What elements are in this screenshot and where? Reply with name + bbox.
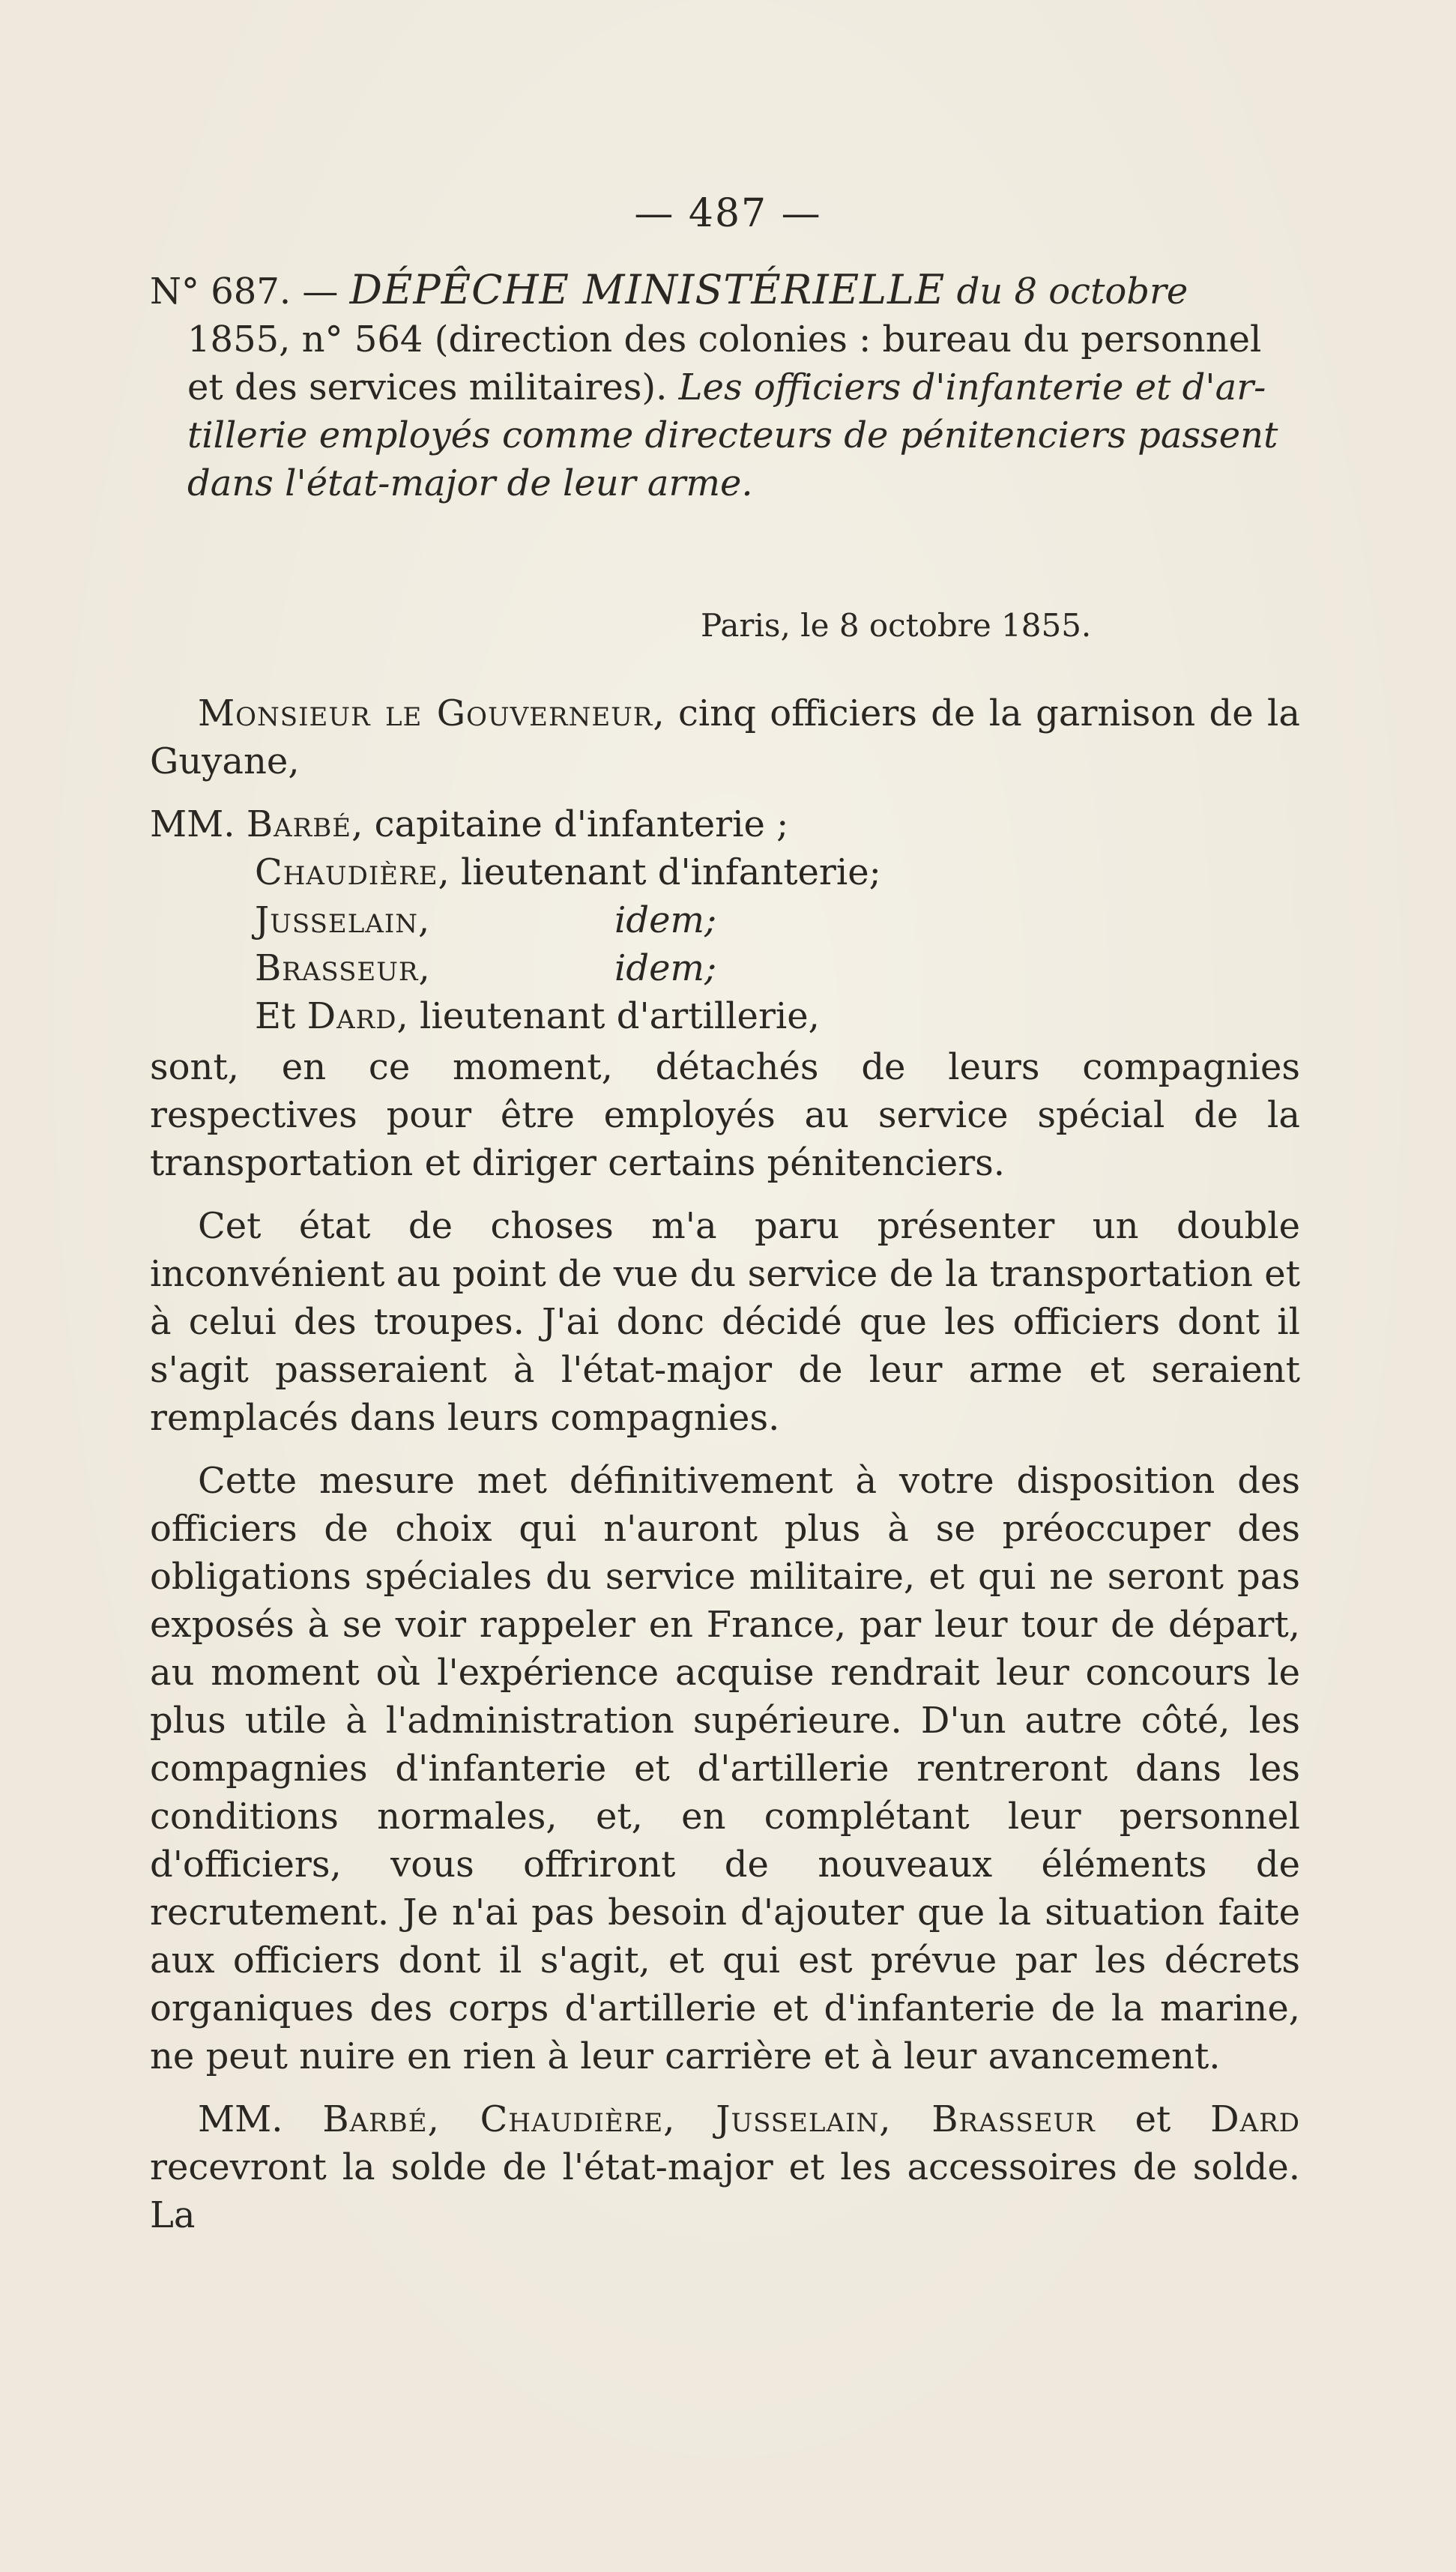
officer-row: Et Dard , lieutenant d'artillerie, (255, 995, 820, 1037)
paragraph-2: Cet état de choses m'a paru présenter un double inconvénient au point de vue du service de la transportation et à celui des troupes. J'ai donc décidé que les officiers dont il s'agit passeraient à l'état-major de leur arme et seraient remplacés dans leurs compagnies. (150, 1205, 1300, 1439)
heading-line-3: et des services militaires). Les officiers d'infanterie et d'ar- (187, 366, 1266, 408)
letter-body (150, 689, 1300, 2254)
dispatch-title: DÉPÊCHE MINISTÉRIELLE (349, 266, 946, 313)
page-number: — 487 — (634, 191, 822, 236)
salutation: Monsieur le Gouverneur, cinq officiers de la garnison de la Guyane, (150, 692, 1300, 782)
officer-list (150, 800, 1300, 1040)
officer-row: Chaudière , lieutenant d'infanterie; (255, 851, 881, 893)
officer-row: MM. Barbé , capitaine d'infanterie ; (150, 803, 789, 845)
heading-line-4: tillerie employés comme directeurs de pénitenciers passent (187, 414, 1278, 456)
heading-line-2: 1855, n° 564 (direction des colonies : bureau du personnel (187, 319, 1262, 360)
heading-line-1: N° 687. — DÉPÊCHE MINISTÉRIELLE du 8 octobre (150, 266, 1188, 313)
dispatch-number: N° 687. (150, 271, 291, 313)
paragraph-1: sont, en ce moment, détachés de leurs compagnies respectives pour être employés au service spécial de la transportation et diriger certains pénitenciers. (150, 1046, 1300, 1184)
dispatch-date: 8 octobre (1014, 271, 1188, 313)
dateline: Paris, le 8 octobre 1855. (701, 607, 1092, 644)
heading-line-5: dans l'état-major de leur arme. (187, 462, 753, 504)
officer-row: Brasseur, idem; (255, 947, 717, 989)
officer-row: Jusselain, idem; (255, 899, 717, 941)
paragraph-4: MM. Barbé, Chaudière, Jusselain, Brasseur et Dard recevront la solde de l'état-major et les accessoires de solde. La (150, 2098, 1300, 2236)
dispatch-heading (150, 266, 1300, 507)
paragraph-3: Cette mesure met définitivement à votre disposition des officiers de choix qui n'auront plus à se préoccuper des obligations spéciales du service militaire, et qui ne seront pas exposés à se voir rappeler en France, par leur tour de départ, au moment où l'expérience acquise rendrait leur concours le plus utile à l'administration supérieure. D'un autre côté, les compagnies d'infanterie et d'artillerie rentreront dans les conditions normales, et, en complétant leur personnel d'officiers, vous offriront de nouveaux éléments de recrutement. Je n'ai pas besoin d'ajouter que la situation faite aux officiers dont il s'agit, et qui est prévue par les décrets organiques des corps d'artillerie et d'infanterie de la marine, ne peut nuire en rien à leur carrière et à leur avancement. (150, 1460, 1300, 2077)
